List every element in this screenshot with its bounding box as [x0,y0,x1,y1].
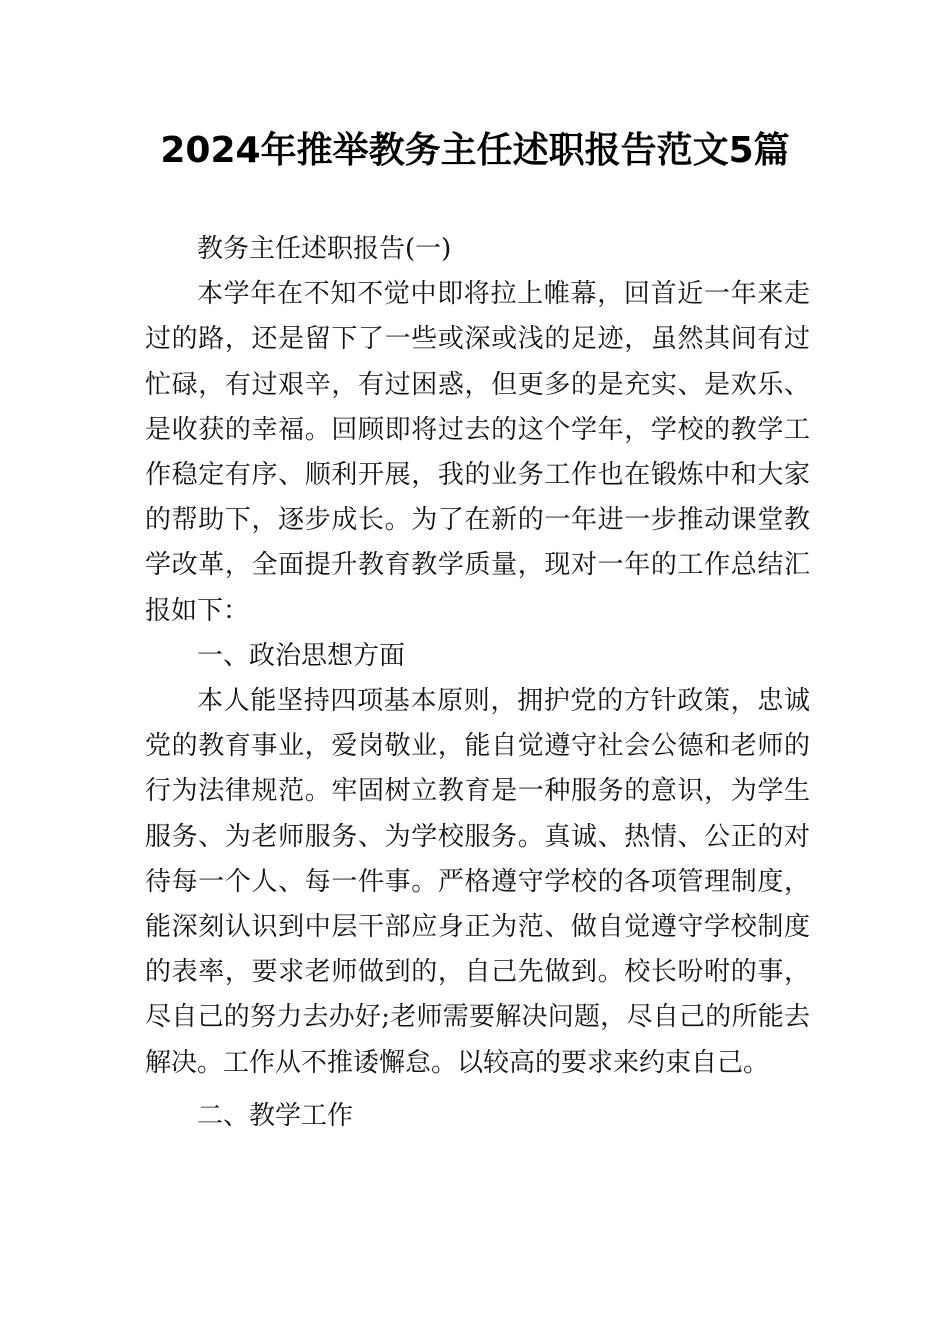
heading-teaching: 二、教学工作 [197,1100,354,1131]
document-body [145,227,810,1139]
paragraph-intro: 本学年在不知不觉中即将拉上帷幕，回首近一年来走过的路，还是留下了一些或深或浅的足迹，虽然其间有过忙碌，有过艰辛，有过困惑，但更多的是充实、是欢乐、是收获的幸福。回顾即将过去的这个学年，学校的教学工作稳定有序、顺利开展，我的业务工作也在锻炼中和大家的帮助下，逐步成长。为了在新的一年进一步推动课堂教学改革，全面提升教育教学质量，现对一年的工作总结汇报如下： [145,279,810,626]
document-title: 2024年推举教务主任述职报告范文5篇 [160,130,790,171]
heading-political: 一、政治思想方面 [197,640,406,671]
section-title: 教务主任述职报告(一) [197,234,452,264]
paragraph-political: 本人能坚持四项基本原则，拥护党的方针政策，忠诚党的教育事业，爱岗敬业，能自觉遵守社会公德和老师的行为法律规范。牢固树立教育是一种服务的意识，为学生服务、为老师服务、为学校服务。真诚、热情、公正的对待每一个人、每一件事。严格遵守学校的各项管理制度，能深刻认识到中层干部应身正为范、做自觉遵守学校制度的表率，要求老师做到的，自己先做到。校长吩咐的事，尽自己的努力去办好;老师需要解决问题，尽自己的所能去解决。工作从不推诿懈怠。以较高的要求来约束自己。 [145,686,810,1078]
